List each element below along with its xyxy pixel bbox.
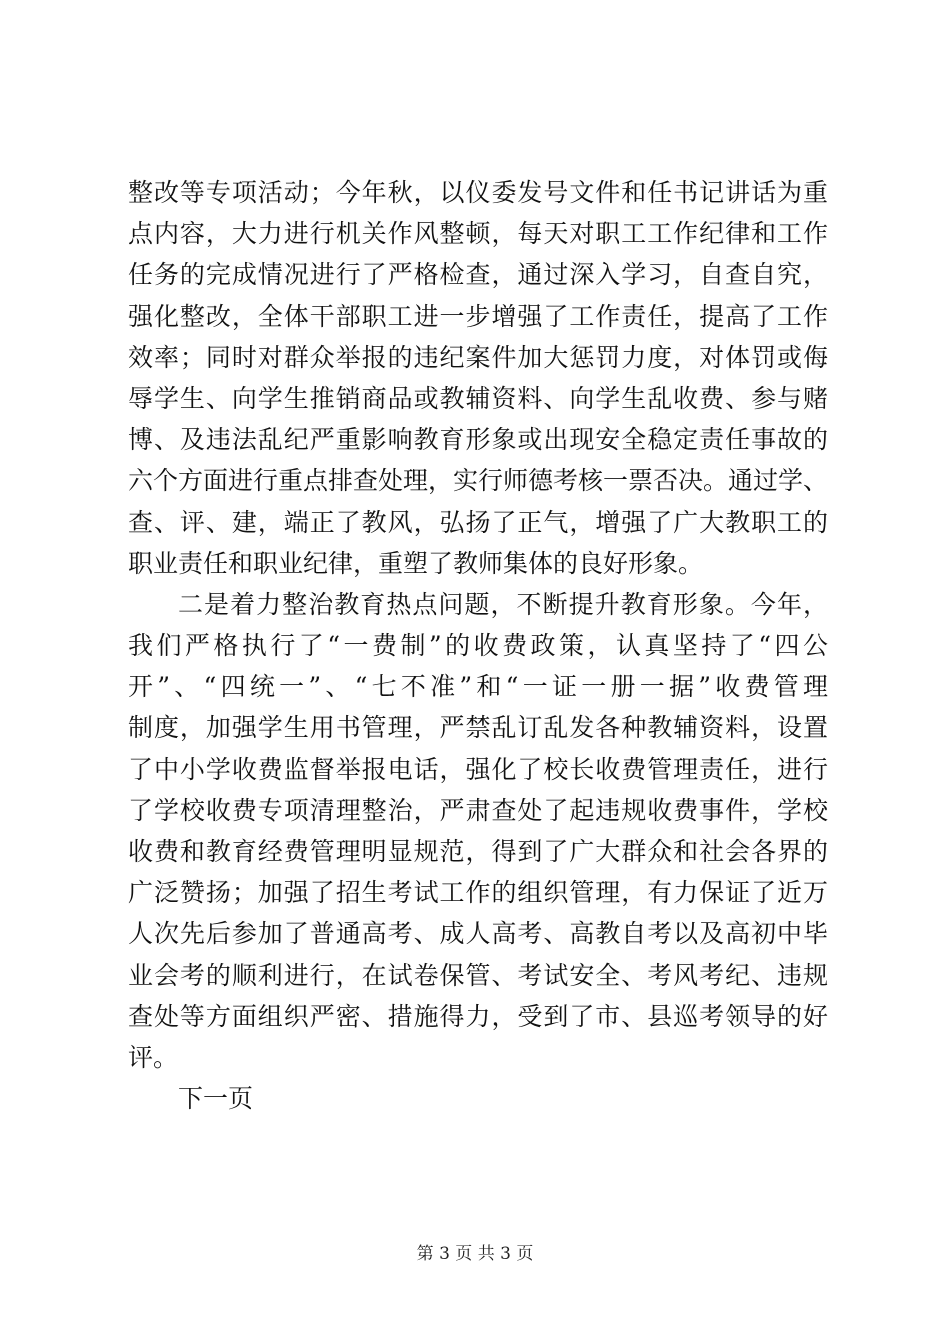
text-line: 开”、“四统一”、“七不准”和“一证一册一据”收费管理 (128, 672, 828, 702)
text-line: 职业责任和职业纪律，重塑了教师集体的良好形象。 (128, 548, 704, 578)
text-line: 制度，加强学生用书管理，严禁乱订乱发各种教辅资料，设置 (128, 713, 828, 743)
text-line: 了中小学收费监督举报电话，强化了校长收费管理责任，进行 (128, 754, 828, 784)
text-line: 任务的完成情况进行了严格检查，通过深入学习，自查自究， (128, 260, 828, 290)
text-line: 强化整改，全体干部职工进一步增强了工作责任，提高了工作 (128, 301, 828, 331)
text-line: 评。 (128, 1042, 179, 1072)
paragraph-1 (128, 172, 828, 584)
text-line: 收费和教育经费管理明显规范，得到了广大群众和社会各界的 (128, 837, 828, 866)
text-line: 我们严格执行了“一费制”的收费政策，认真坚持了“四公 (128, 631, 828, 661)
text-line: 查、评、建，端正了教风，弘扬了正气，增强了广大教职工的 (128, 507, 828, 537)
text-line: 博、及违法乱纪严重影响教育形象或出现安全稳定责任事故的 (128, 425, 828, 455)
text-line: 六个方面进行重点排查处理，实行师德考核一票否决。通过学、 (128, 466, 829, 496)
text-line: 点内容，大力进行机关作风整顿，每天对职工工作纪律和工作 (128, 219, 828, 249)
text-line: 二是着力整治教育热点问题，不断提升教育形象。今年， (178, 589, 828, 619)
text-line: 效率；同时对群众举报的违纪案件加大惩罚力度，对体罚或侮 (128, 342, 828, 372)
text-line: 广泛赞扬；加强了招生考试工作的组织管理，有力保证了近万 (128, 878, 828, 908)
text-line: 了学校收费专项清理整治，严肃查处了起违规收费事件，学校 (128, 795, 828, 825)
paragraph-2 (128, 584, 828, 1078)
text-line: 整改等专项活动；今年秋，以仪委发号文件和任书记讲话为重 (128, 178, 828, 207)
next-page-link[interactable]: 下一页 (178, 1084, 254, 1114)
text-line: 辱学生、向学生推销商品或教辅资料、向学生乱收费、参与赌 (128, 383, 828, 413)
text-line: 人次先后参加了普通高考、成人高考、高教自考以及高初中毕 (128, 919, 828, 949)
text-line: 业会考的顺利进行，在试卷保管、考试安全、考风考纪、违规 (128, 960, 828, 990)
page-number-footer: 第 3 页 共 3 页 (416, 1244, 534, 1264)
text-line: 查处等方面组织严密、措施得力，受到了市、县巡考领导的好 (128, 1001, 828, 1031)
document-body (128, 172, 828, 1119)
